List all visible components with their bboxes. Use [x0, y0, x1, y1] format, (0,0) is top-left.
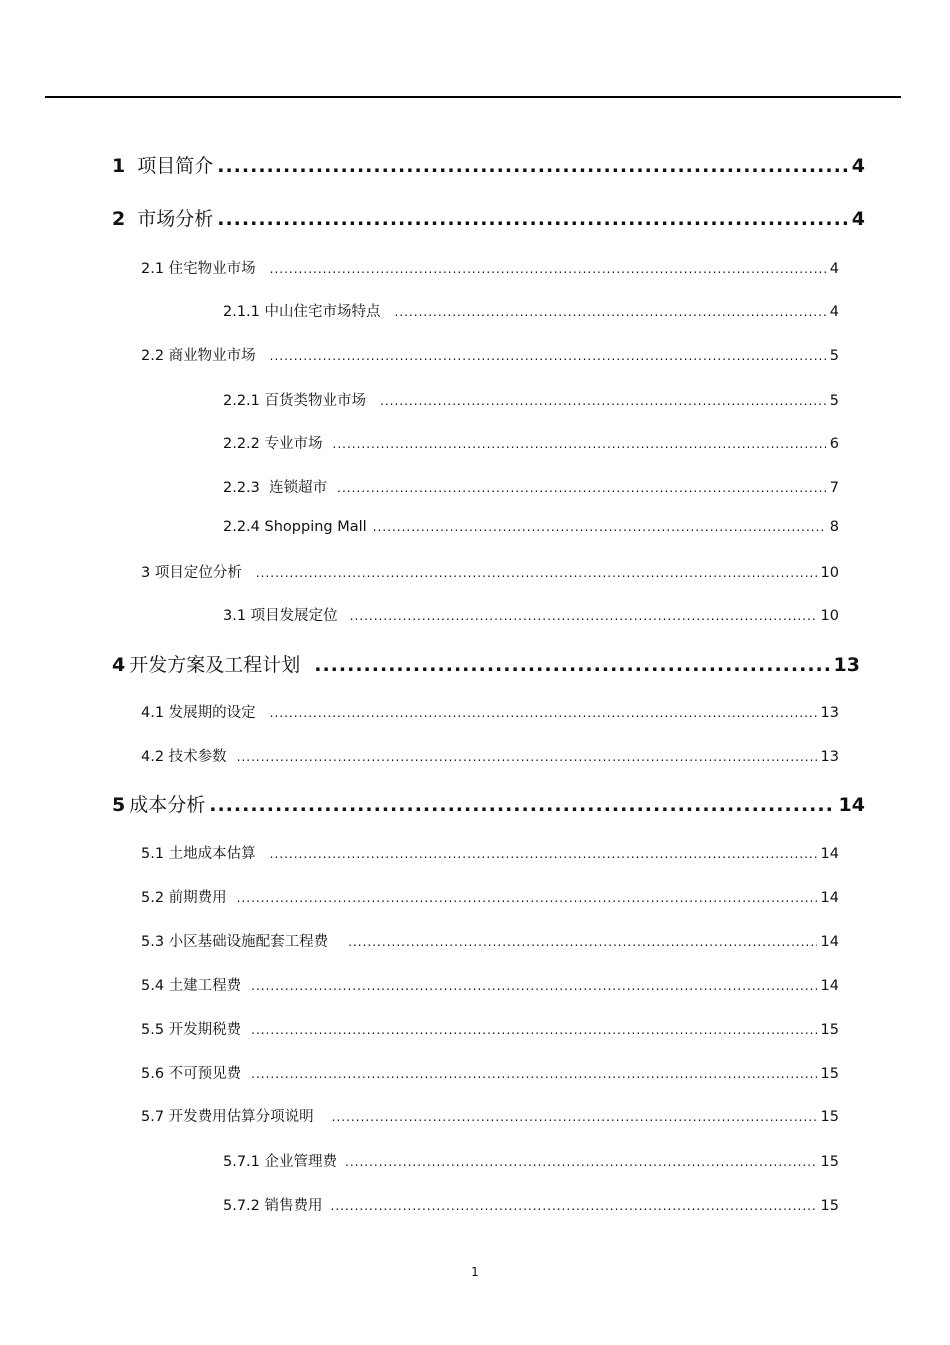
toc-entry[interactable]: [141, 344, 839, 365]
toc-title: 成本分析: [129, 794, 206, 816]
toc-page-number: 6: [829, 436, 839, 452]
toc-number: 5.7.2: [223, 1198, 260, 1214]
toc-title: 连锁超市: [269, 480, 328, 496]
toc-entry[interactable]: [223, 389, 839, 410]
toc-number: 3: [141, 565, 151, 581]
toc-number: 2: [112, 208, 126, 230]
toc-leader: [217, 155, 848, 177]
toc-leader: [209, 794, 834, 816]
toc-number: 5: [112, 794, 126, 816]
toc-page-number: 15: [820, 1022, 839, 1038]
toc-entry[interactable]: [141, 561, 839, 582]
toc-title: 开发方案及工程计划: [129, 654, 301, 676]
toc-number: 2.1.1: [223, 304, 260, 320]
toc-leader: [331, 1199, 817, 1213]
toc-leader: [333, 437, 826, 451]
toc-title: 企业管理费: [264, 1154, 338, 1170]
toc-title: 前期费用: [168, 890, 227, 906]
toc-title: 土地成本估算: [168, 846, 256, 862]
toc-page-number: 10: [820, 565, 839, 581]
toc-page-number: 13: [820, 705, 839, 721]
toc-title: 不可预见费: [168, 1066, 242, 1082]
toc-number: 5.4: [141, 978, 165, 994]
toc-title: 技术参数: [168, 749, 227, 765]
toc-number: 5.7.1: [223, 1154, 260, 1170]
toc-title: Shopping Mall: [264, 519, 367, 535]
toc-entry[interactable]: [112, 650, 860, 677]
toc-number: 2.2: [141, 348, 165, 364]
toc-number: 2.2.1: [223, 393, 260, 409]
toc-number: 2.2.3: [223, 480, 260, 496]
toc-number: 2.2.2: [223, 436, 260, 452]
toc-page-number: 14: [820, 890, 839, 906]
toc-leader: [237, 891, 817, 905]
toc-number: 3.1: [223, 608, 247, 624]
toc-entry[interactable]: [223, 604, 839, 625]
toc-leader: [270, 262, 826, 276]
toc-leader: [237, 750, 817, 764]
toc-title: 市场分析: [137, 208, 214, 230]
toc-number: 5.2: [141, 890, 165, 906]
toc-page-number: 5: [829, 348, 839, 364]
toc-number: 5.6: [141, 1066, 165, 1082]
toc-page-number: 14: [820, 846, 839, 862]
toc-title: 销售费用: [264, 1198, 323, 1214]
toc-title: 项目发展定位: [250, 608, 338, 624]
toc-title: 开发费用估算分项说明: [168, 1109, 314, 1125]
toc-leader: [256, 566, 817, 580]
toc-entry[interactable]: [141, 930, 839, 951]
toc-entry[interactable]: [141, 974, 839, 995]
toc-entry[interactable]: [141, 257, 839, 278]
toc-title: 土建工程费: [168, 978, 242, 994]
toc-title: 项目定位分析: [154, 565, 242, 581]
toc-entry[interactable]: [223, 519, 839, 535]
toc-leader: [270, 349, 826, 363]
toc-leader: [380, 394, 826, 408]
toc-number: 4.2: [141, 749, 165, 765]
toc-title: 中山住宅市场特点: [264, 304, 381, 320]
toc-number: 2.1: [141, 261, 165, 277]
toc-page-number: 15: [820, 1198, 839, 1214]
toc-title: 开发期税费: [168, 1022, 242, 1038]
toc-page-number: 13: [833, 654, 860, 676]
toc-number: 2.2.4: [223, 519, 260, 535]
toc-leader: [251, 1067, 816, 1081]
toc-leader: [314, 654, 829, 676]
toc-leader: [350, 609, 817, 623]
header-rule: [45, 96, 901, 98]
toc-entry[interactable]: [141, 701, 839, 722]
toc-leader: [345, 1155, 817, 1169]
toc-title: 小区基础设施配套工程费: [168, 934, 329, 950]
toc-page-number: 7: [829, 480, 839, 496]
toc-entry[interactable]: [141, 745, 839, 766]
toc-leader: [270, 847, 817, 861]
toc-number: 4: [112, 654, 126, 676]
toc-title: 专业市场: [264, 436, 323, 452]
toc-entry[interactable]: [112, 151, 865, 178]
toc-page-number: 10: [820, 608, 839, 624]
toc-leader: [395, 305, 826, 319]
toc-leader: [373, 520, 826, 534]
toc-entry[interactable]: [141, 886, 839, 907]
toc-entry[interactable]: [141, 1018, 839, 1039]
toc-title: 百货类物业市场: [264, 393, 367, 409]
toc-title: 商业物业市场: [168, 348, 256, 364]
toc-number: 5.7: [141, 1109, 165, 1125]
toc-number: 4.1: [141, 705, 165, 721]
toc-page-number: 4: [829, 304, 839, 320]
toc-entry[interactable]: [112, 790, 865, 817]
toc-entry[interactable]: [112, 204, 865, 231]
page-number: 1: [471, 1265, 479, 1279]
toc-page-number: 4: [829, 261, 839, 277]
toc-page-number: 4: [851, 155, 865, 177]
toc-page-number: 8: [829, 519, 839, 535]
toc-page-number: 15: [820, 1066, 839, 1082]
toc-number: 5.5: [141, 1022, 165, 1038]
toc-page-number: 15: [820, 1154, 839, 1170]
toc-page-number: 13: [820, 749, 839, 765]
toc-entry[interactable]: [141, 1105, 839, 1126]
toc-entry[interactable]: [223, 300, 839, 321]
toc-entry[interactable]: [223, 1150, 839, 1171]
toc-leader: [270, 706, 817, 720]
toc-leader: [332, 1110, 817, 1124]
toc-title: 发展期的设定: [168, 705, 256, 721]
toc-entry[interactable]: [223, 1194, 839, 1215]
toc-leader: [348, 935, 816, 949]
toc-number: 1: [112, 155, 126, 177]
toc-leader: [337, 481, 826, 495]
toc-number: 5.3: [141, 934, 165, 950]
toc-entry[interactable]: [141, 842, 839, 863]
toc-page-number: 14: [820, 978, 839, 994]
toc-entry[interactable]: [223, 432, 839, 453]
toc-page-number: 15: [820, 1109, 839, 1125]
toc-leader: [217, 208, 848, 230]
toc-title: 项目简介: [137, 155, 214, 177]
toc-page-number: 5: [829, 393, 839, 409]
toc-entry[interactable]: [223, 476, 839, 497]
toc-page-number: 14: [838, 794, 865, 816]
toc-title: 住宅物业市场: [168, 261, 256, 277]
toc-entry[interactable]: [141, 1062, 839, 1083]
toc-leader: [251, 1023, 816, 1037]
toc-page-number: 4: [851, 208, 865, 230]
toc-number: 5.1: [141, 846, 165, 862]
toc-leader: [251, 979, 816, 993]
toc-page-number: 14: [820, 934, 839, 950]
